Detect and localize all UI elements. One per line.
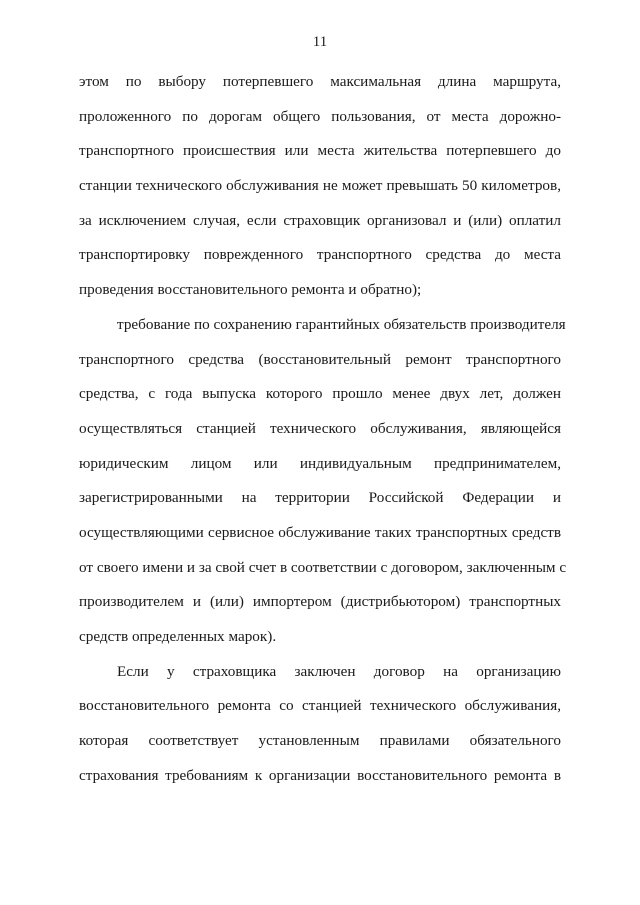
text-line: средства, с года выпуска которого прошло менее двух лет, должен: [79, 385, 561, 403]
text-line: за исключением случая, если страховщик организовал и (или) оплатил: [79, 211, 561, 229]
body-text: [79, 72, 567, 800]
text-line: зарегистрированными на территории Российской Федерации и: [79, 489, 561, 507]
text-line: от своего имени и за свой счет в соответствии с договором, заключенным с: [79, 558, 567, 576]
text-line: страхования требованиям к организации восстановительного ремонта в: [79, 766, 561, 784]
text-line: требование по сохранению гарантийных обязательств производителя: [117, 315, 566, 333]
text-line: этом по выбору потерпевшего максимальная длина маршрута,: [79, 73, 561, 90]
text-line: проложенного по дорогам общего пользования, от места дорожно-: [79, 107, 561, 125]
text-line: осуществляться станцией технического обслуживания, являющейся: [79, 419, 561, 437]
text-line: осуществляющими сервисное обслуживание таких транспортных средств: [79, 523, 561, 541]
text-line: транспортного средства (восстановительный ремонт транспортного: [79, 350, 561, 368]
text-line: средств определенных марок).: [79, 628, 277, 645]
text-line: юридическим лицом или индивидуальным предпринимателем,: [79, 454, 561, 472]
text-line: производителем и (или) импортером (дистрибьютором) транспортных: [79, 593, 561, 611]
text-line: восстановительного ремонта со станцией технического обслуживания,: [79, 697, 561, 715]
text-line: проведения восстановительного ремонта и обратно);: [79, 281, 422, 299]
text-line: станции технического обслуживания не может превышать 50 километров,: [79, 177, 561, 195]
text-line: транспортировку поврежденного транспортного средства до места: [79, 246, 561, 264]
text-line: Если у страховщика заключен договор на организацию: [117, 662, 561, 680]
text-line: транспортного происшествия или места жительства потерпевшего до: [79, 142, 561, 160]
text-line: которая соответствует установленным правилами обязательного: [79, 732, 561, 750]
page-number: 11: [312, 34, 328, 50]
